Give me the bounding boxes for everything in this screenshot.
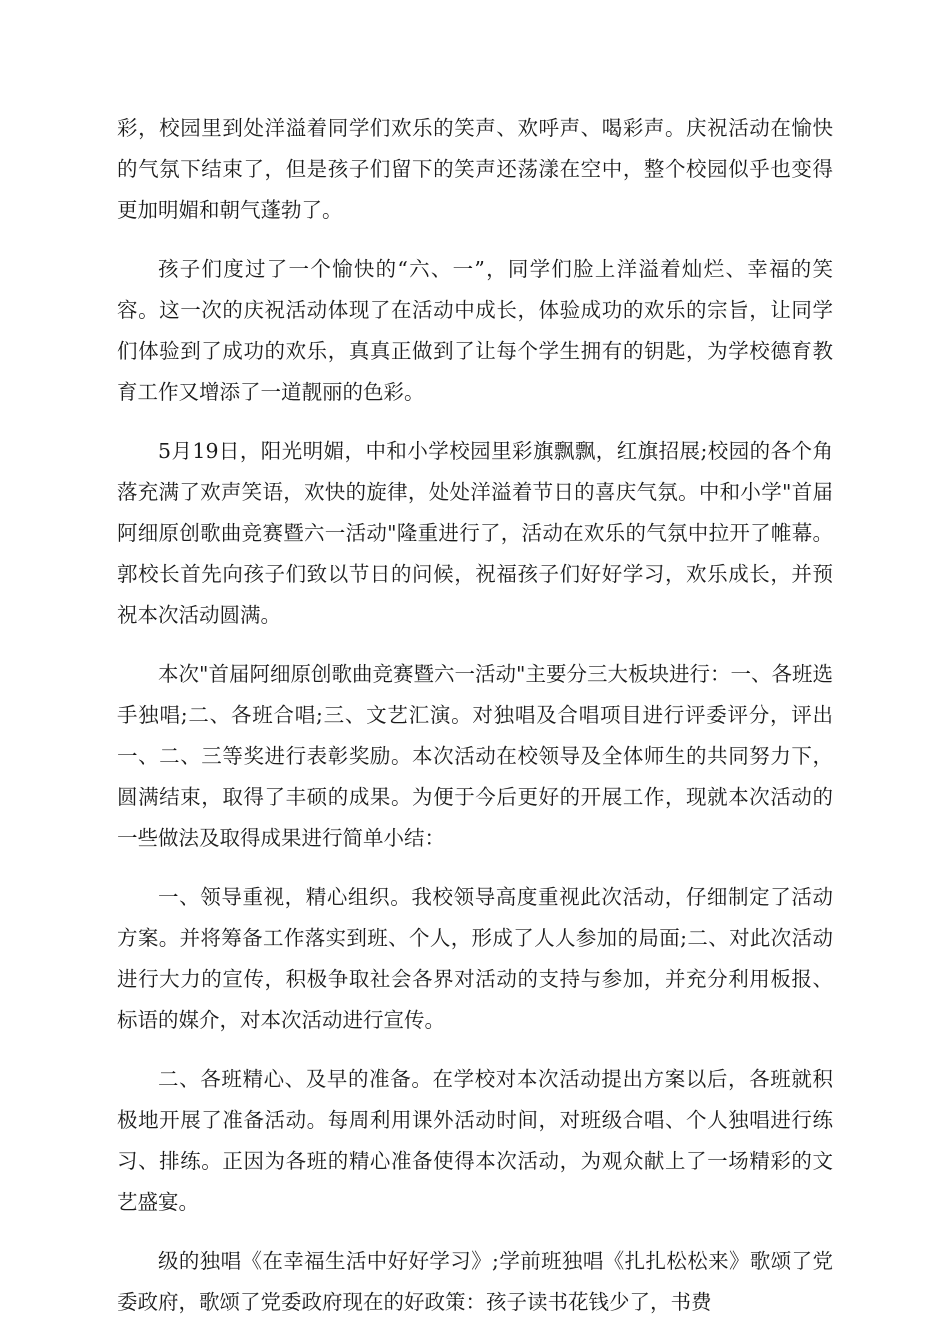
paragraph-5: 一、领导重视，精心组织。我校领导高度重视此次活动，仔细制定了活动方案。并将筹备工作落实到班、个人，形成了人人参加的局面;二、对此次活动进行大力的宣传，积极争取社会各界对活动的支持与参加，并充分利用板报、标语的媒介，对本次活动进行宣传。 <box>117 885 833 1032</box>
paragraph-7: 级的独唱《在幸福生活中好好学习》;学前班独唱《扎扎松松来》歌颂了党委政府，歌颂了党委政府现在的好政策：孩子读书花钱少了，书费 <box>117 1249 833 1314</box>
paragraph-1: 彩，校园里到处洋溢着同学们欢乐的笑声、欢呼声、喝彩声。庆祝活动在愉快的气氛下结束了，但是孩子们留下的笑声还荡漾在空中，整个校园似乎也变得更加明媚和朝气蓬勃了。 <box>117 116 833 222</box>
document-body <box>117 108 833 1341</box>
paragraph-6: 二、各班精心、及早的准备。在学校对本次活动提出方案以后，各班就积极地开展了准备活动。每周利用课外活动时间，对班级合唱、个人独唱进行练习、排练。正因为各班的精心准备使得本次活动，为观众献上了一场精彩的文艺盛宴。 <box>117 1067 833 1214</box>
paragraph-3: 5月19日，阳光明媚，中和小学校园里彩旗飘飘，红旗招展;校园的各个角落充满了欢声笑语，欢快的旋律，处处洋溢着节日的喜庆气氛。中和小学"首届阿细原创歌曲竞赛暨六一活动"隆重进行了，活动在欢乐的气氛中拉开了帷幕。郭校长首先向孩子们致以节日的问候，祝福孩子们好好学习，欢乐成长，并预祝本次活动圆满。 <box>117 439 833 627</box>
paragraph-2: 孩子们度过了一个愉快的“六、一”，同学们脸上洋溢着灿烂、幸福的笑容。这一次的庆祝活动体现了在活动中成长，体验成功的欢乐的宗旨，让同学们体验到了成功的欢乐，真真正做到了让每个学生拥有的钥匙，为学校德育教育工作又增添了一道靓丽的色彩。 <box>117 257 833 404</box>
paragraph-4: 本次"首届阿细原创歌曲竞赛暨六一活动"主要分三大板块进行：一、各班选手独唱;二、各班合唱;三、文艺汇演。对独唱及合唱项目进行评委评分，评出一、二、三等奖进行表彰奖励。本次活动在校领导及全体师生的共同努力下，圆满结束，取得了丰硕的成果。为便于今后更好的开展工作，现就本次活动的一些做法及取得成果进行简单小结： <box>117 662 833 850</box>
